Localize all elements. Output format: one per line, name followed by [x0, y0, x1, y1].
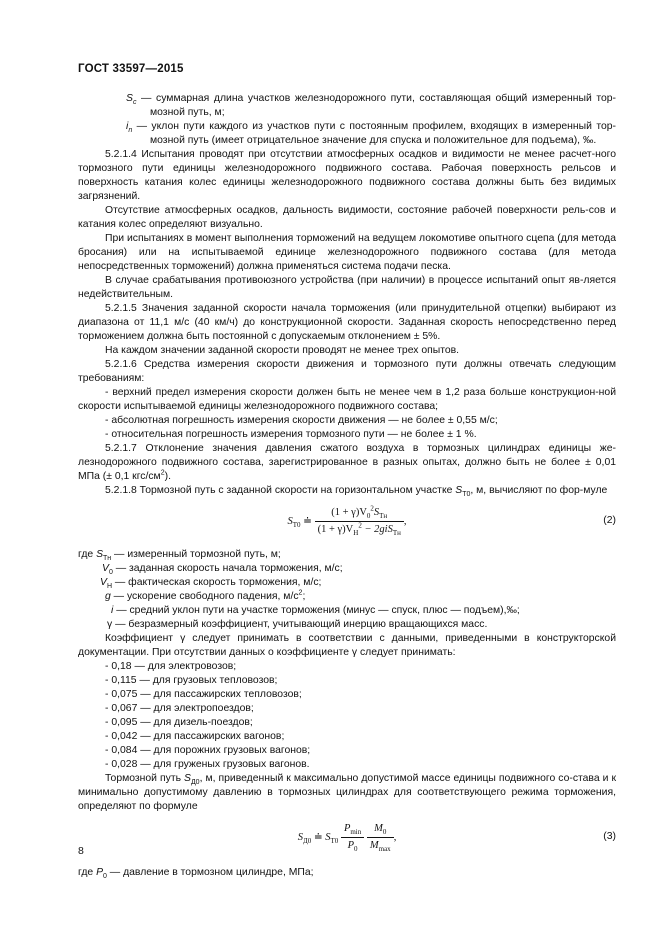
def-prefix: где — [78, 549, 97, 560]
paragraph-text: Тормозной путь — [105, 773, 184, 784]
fraction-numerator — [315, 506, 404, 522]
den-sub: 0 — [354, 845, 358, 854]
def-v0 — [78, 562, 616, 576]
fraction-numerator — [367, 822, 394, 838]
paragraph-speed-limit: - верхний предел измерения скорости должен быть не менее чем в 1,2 раза больше конструкцион-ной скорости испытываемой единицы железнодорожного подвижного состава; — [78, 387, 616, 412]
definition-text: — суммарная длина участков железнодорожного пути, составляющая общий измеренный тор- — [136, 93, 616, 104]
paragraph-sand-system: При испытаниях в момент выполнения торможений на ведущем локомотиве опытного сцепа (для метода бросания) или на испытываемой единице железнодорожного подвижного состава (для метода непосредственных торможений) должна применяться система подачи песка. — [78, 233, 616, 272]
def-text: — фактическая скорость торможения, м/с; — [112, 577, 322, 588]
def-text: — давление в тормозном цилиндре, МПа; — [106, 867, 314, 878]
paragraph-5-2-1-4: 5.2.1.4 Испытания проводят при отсутствии атмосферных осадков и видимости не менее расчет-ного тормозного пути единицы железнодорожного подвижного состава. Рабочая поверхность рельсов и поверхность катания колес единицы железнодорожного подвижного состава должны быть без видимых загрязнений. — [78, 149, 616, 202]
formula-2-body: $S_{Т0}$ ≐ $\frac{(1 + \gamma)V_0^2S_{Тн}}{(1 + \gamma)V_Н^2 - 2giS_{Тн}}$ , — [287, 504, 407, 538]
list-item: - 0,084 — для порожних грузовых вагонов; — [105, 745, 311, 756]
formula-2-fraction — [315, 506, 404, 537]
definition-text: — уклон пути каждого из участков пути с постоянным профилем, входящих в измеренный тор- — [132, 121, 616, 132]
num-sup: 2 — [370, 504, 374, 513]
paragraph-5-2-1-7 — [78, 442, 616, 484]
def-text: — безразмерный коэффициент, учитывающий инерцию вращающихся масс. — [112, 619, 488, 630]
symbol: i — [126, 121, 129, 132]
fraction-mass — [367, 822, 394, 853]
num-sub: 0 — [382, 828, 387, 837]
def-g — [78, 590, 616, 604]
formula-lhs-sub: Д0 — [302, 837, 312, 845]
list-item: - 0,067 — для электропоездов; — [105, 703, 254, 714]
num-tail-sub: Тн — [379, 512, 388, 521]
symbol-sub: 0 — [103, 873, 107, 881]
list-item: - 0,075 — для пассажирских тепловозов; — [105, 689, 302, 700]
num-text: P — [343, 823, 351, 834]
symbol-sub: Т0 — [462, 491, 471, 499]
symbol-sub: 0 — [108, 569, 113, 577]
paragraph-text-end: , м, приведенный к максимально допустимой массе единицы подвижного со-става и к минимально допустимому давлению в тормозных цилиндрах для соответствующего режима торможения, определяют по формуле — [78, 773, 616, 812]
symbol: S — [184, 773, 191, 784]
paragraph-5-2-1-5: 5.2.1.5 Значения заданной скорости начала торможения (или принудительной отцепки) выбирают из диапазона от 11,1 м/с (40 км/ч) до конструкционной скорости. Заданная скорость непосредственно перед торможением должна быть постоянной с допускаемым отклонением ± 5%. — [78, 303, 616, 342]
formula-3-body: $S_{Д0}$ ≐ $S_{Т0}$ $\frac{P_{min}}{P_0}$ $\frac{M_0}{M_{max}}$ , — [297, 823, 397, 854]
def-tail: ; — [302, 591, 306, 602]
den-tail: − 2giS — [361, 524, 393, 535]
list-item: - 0,18 — для электровозов; — [105, 661, 237, 672]
def-prefix: где — [78, 867, 97, 878]
fraction-denominator — [341, 838, 364, 853]
paragraph-path-error: - относительная погрешность измерения тормозного пути — не более ± 1 %. — [105, 429, 477, 440]
paragraph-text: 5.2.1.7 Отклонение значения давления сжатого воздуха в тормозных цилиндрах единицы же-лезнодорожного подвижного состава, зарегистрированное в разных опытах, должно быть не более ± 0,01 МПа (± 0,1 кгс/см — [78, 443, 616, 482]
num-sub: 0 — [366, 512, 371, 521]
def-sup: 2 — [298, 589, 303, 597]
fraction-numerator — [341, 822, 364, 838]
symbol: V — [100, 577, 107, 588]
list-item: - 0,115 — для грузовых тепловозов; — [105, 675, 278, 686]
den-sub: Н — [353, 529, 359, 538]
paragraph-text-end: ). — [164, 471, 171, 482]
paragraph-sd0 — [78, 772, 616, 814]
formula-2-number: (2) — [603, 515, 616, 526]
den-text: M — [369, 840, 379, 851]
num-sub: min — [350, 828, 362, 837]
definitions-top — [78, 92, 616, 148]
symbol: γ — [107, 619, 113, 630]
def-gamma — [78, 618, 616, 632]
approx-sign: ≐ — [313, 831, 326, 843]
den-sub: max — [378, 845, 391, 854]
approx-sign: ≐ — [303, 515, 315, 527]
def-i — [78, 604, 616, 618]
formula-3-number: (3) — [603, 831, 616, 842]
paragraph-three-tests: На каждом значении заданной скорости проводят не менее трех опытов. — [105, 345, 460, 356]
page-header-title: ГОСТ 33597—2015 — [78, 63, 184, 75]
symbol: S — [126, 93, 133, 104]
formula-3 — [78, 816, 616, 866]
paragraph-5-2-1-8 — [78, 484, 616, 498]
def-stn — [78, 548, 616, 562]
formula-lhs: S — [287, 515, 293, 527]
superscript: 2 — [160, 469, 165, 477]
formula-2 — [78, 500, 616, 548]
definition-sc — [102, 92, 616, 120]
fraction-pressure — [341, 822, 364, 853]
num-text: M — [374, 823, 383, 834]
symbol: S — [96, 549, 103, 560]
def-text: — средний уклон пути на участке торможения (минус — спуск, плюс — подъем),‰; — [113, 605, 520, 616]
paragraph-antiskid: В случае срабатывания противоюзного устройства (при наличии) в процессе испытаний опыт яв-ляется недействительным. — [78, 275, 616, 300]
paragraph-coefficient: Коэффициент γ следует принимать в соответствии с данными, приведенными в конструкторской документации. При отсутствии данных о коэффициенте γ следует принимать: — [78, 633, 616, 658]
formula-lhs-sub: Т0 — [292, 521, 301, 529]
def-text: — ускорение свободного падения, м/с — [110, 591, 299, 602]
formula-lhs: S — [297, 831, 303, 843]
page-body — [78, 92, 616, 880]
num-text: (1 + γ)V — [331, 507, 367, 518]
paragraph-speed-error: - абсолютная погрешность измерения скорости движения — не более ± 0,55 м/с; — [105, 415, 498, 426]
page-number: 8 — [78, 845, 84, 857]
formula-s: S — [325, 831, 331, 843]
den-text: (1 + γ)V — [317, 524, 354, 535]
list-item: - 0,042 — для пассажирских вагонов; — [105, 731, 285, 742]
den-tail-sub: Тн — [392, 529, 401, 538]
paragraph-visual-check: Отсутствие атмосферных осадков, дальность видимости, состояние рабочей поверхности рель-сов и катания колес определяют визуально. — [78, 205, 616, 230]
fraction-denominator — [315, 522, 404, 537]
paragraph-text: 5.2.1.8 Тормозной путь с заданной скорости на горизонтальном участке — [105, 485, 456, 496]
symbol: P — [96, 867, 103, 878]
definition-text-cont: мозной путь (имеет отрицательное значение для спуска и положительное для подъема), ‰. — [150, 135, 597, 146]
num-tail: S — [373, 507, 380, 518]
def-text: — заданная скорость начала торможения, м/с; — [112, 563, 343, 574]
symbol: V — [102, 563, 109, 574]
symbol: i — [111, 605, 114, 616]
paragraph-5-2-1-6: 5.2.1.6 Средства измерения скорости движения и тормозного пути должны отвечать следующим требованиям: — [78, 359, 616, 384]
symbol: g — [105, 591, 111, 602]
symbol-sub: n — [128, 127, 133, 135]
fraction-denominator — [367, 838, 394, 853]
paragraph-text-end: , м, вычисляют по фор-муле — [470, 485, 608, 496]
list-item: - 0,095 — для дизель-поездов; — [105, 717, 253, 728]
def-p0 — [78, 866, 616, 880]
def-text: — измеренный тормозной путь, м; — [111, 549, 281, 560]
definition-in — [102, 120, 616, 148]
symbol: S — [455, 485, 463, 496]
definitions-mid — [78, 548, 616, 632]
symbol-sub: Д0 — [190, 779, 200, 787]
list-item: - 0,028 — для груженых грузовых вагонов. — [105, 759, 310, 770]
den-sup: 2 — [358, 521, 362, 530]
den-text: P — [347, 840, 355, 851]
definition-text-cont: мозной путь, м; — [150, 107, 225, 118]
formula-s-sub: Т0 — [330, 837, 339, 845]
def-vn — [78, 576, 616, 590]
symbol-sub: c — [132, 99, 137, 107]
symbol-sub: Н — [106, 583, 112, 591]
coefficient-list — [78, 660, 616, 772]
symbol-sub: Тн — [103, 555, 112, 563]
